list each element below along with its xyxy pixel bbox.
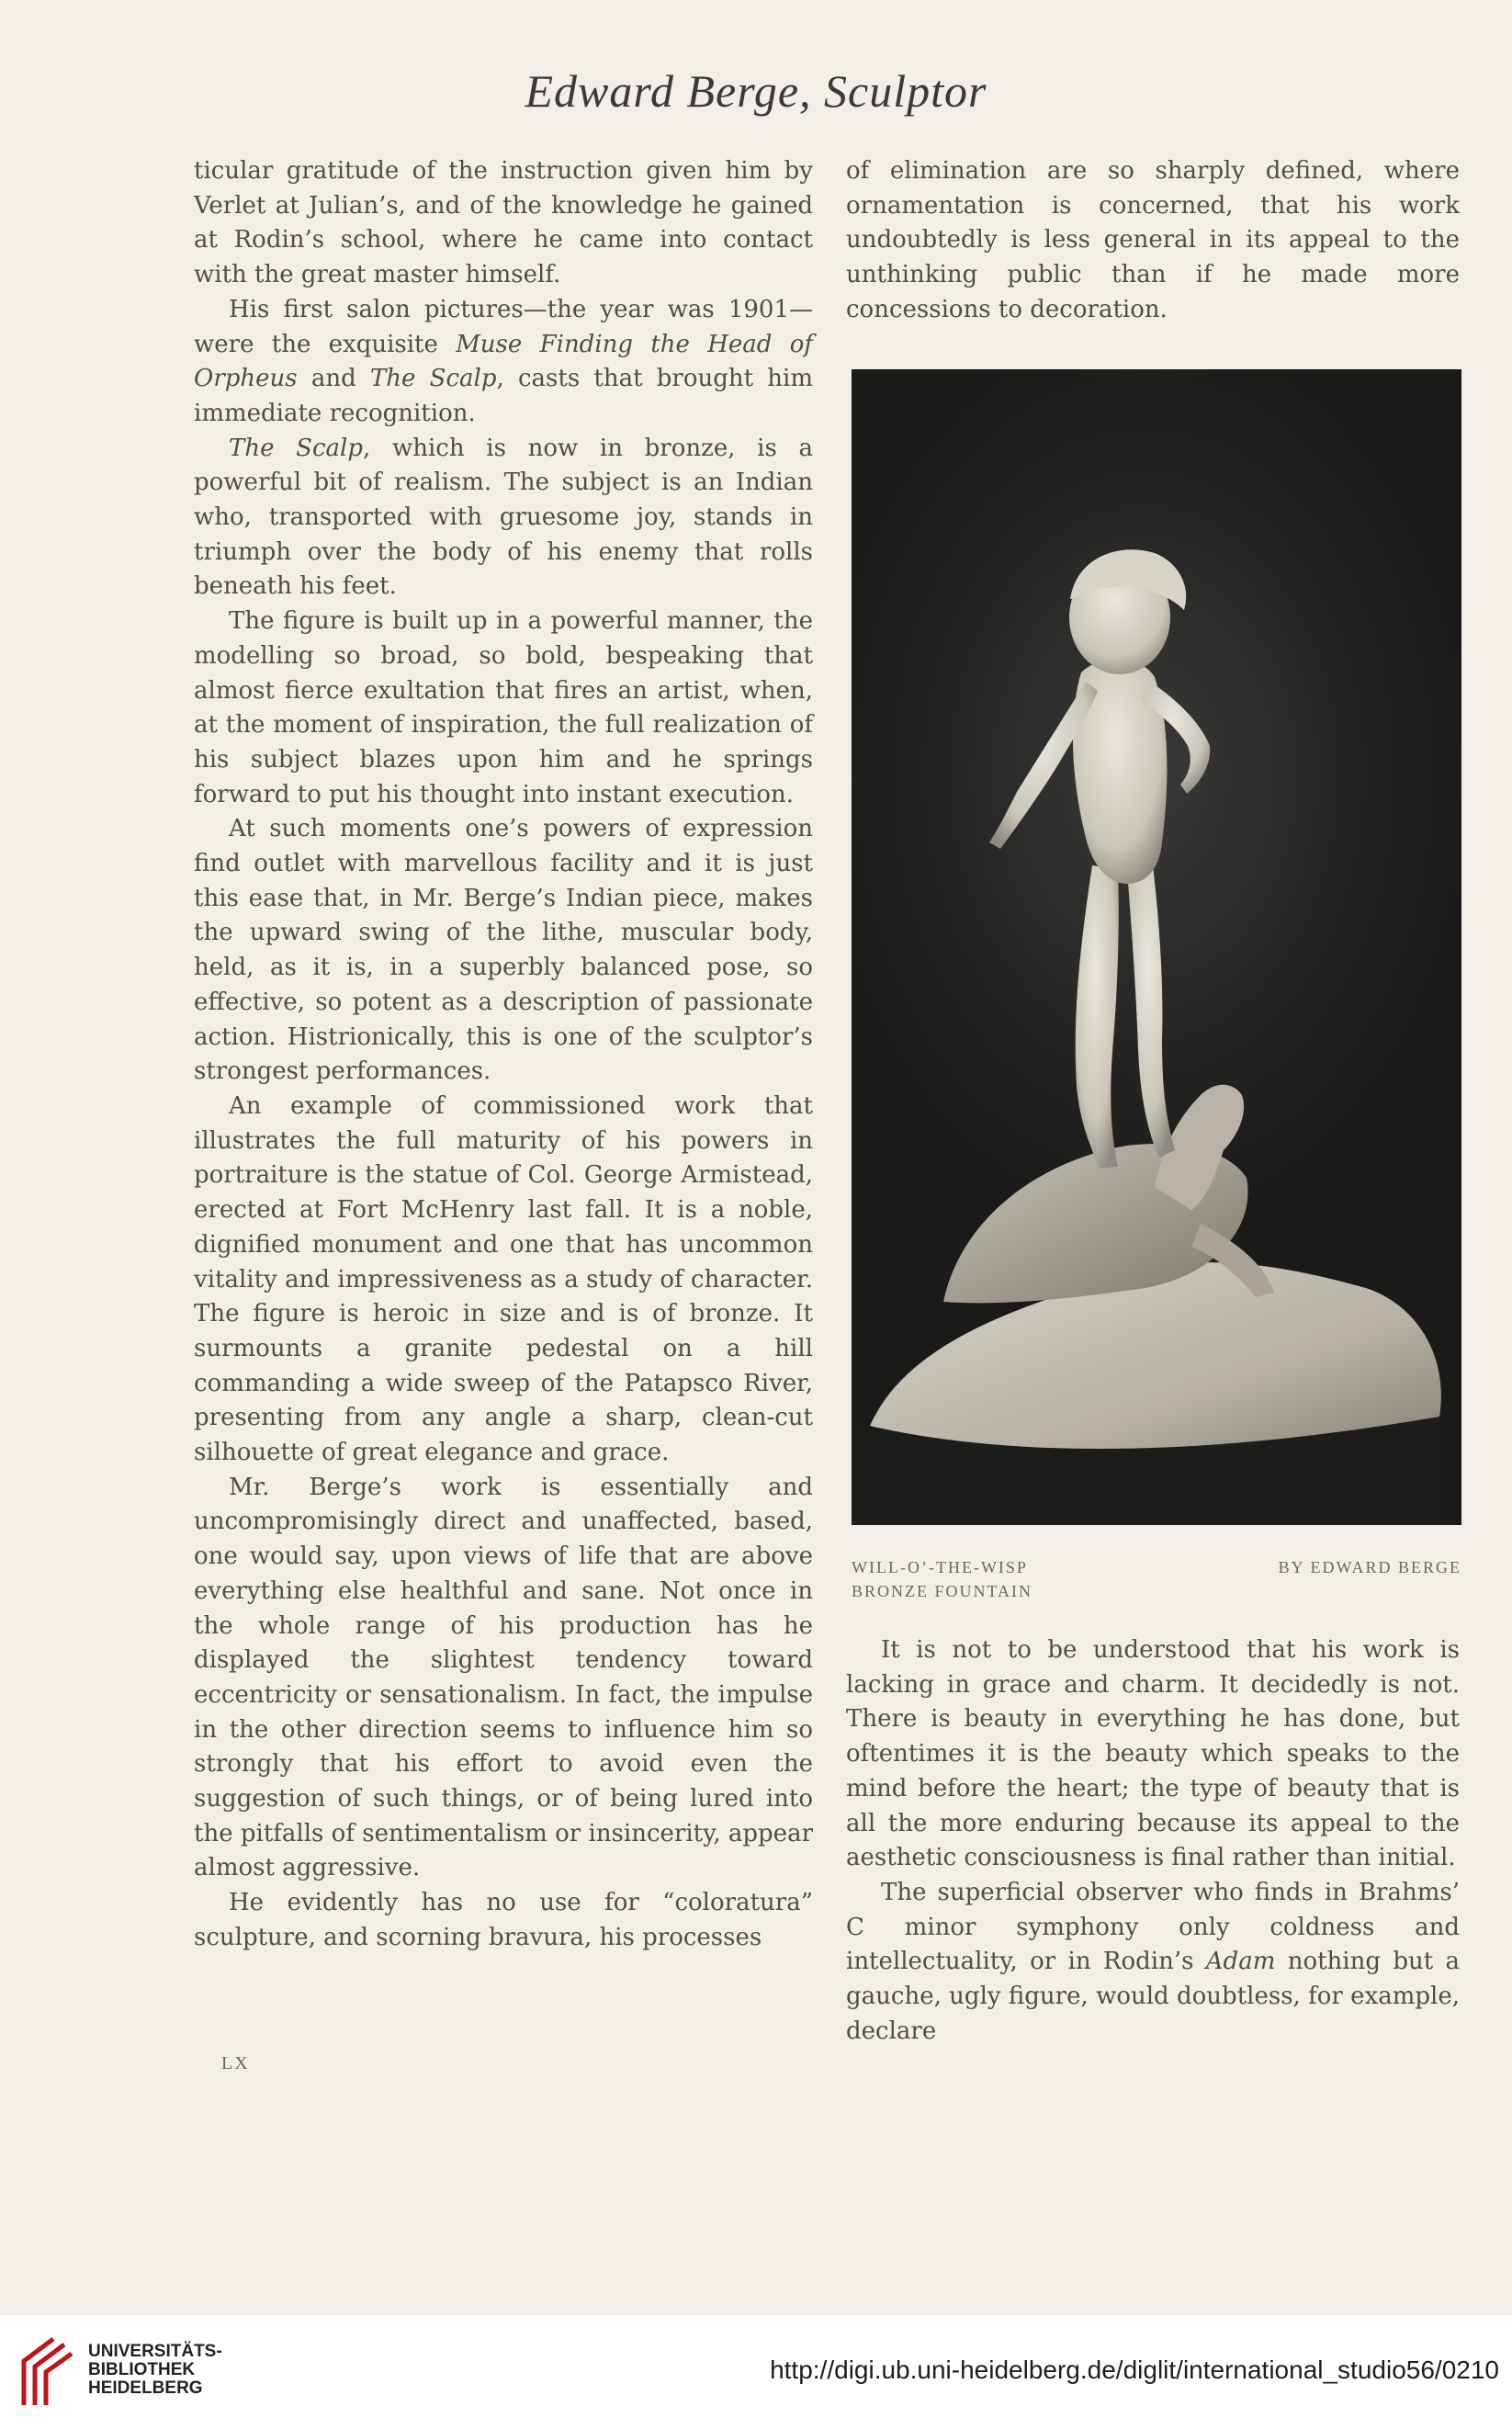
- library-footer: [0, 2315, 1512, 2429]
- source-url-link[interactable]: http://digi.ub.uni-heidelberg.de/diglit/international_studio56/0210: [770, 2356, 1499, 2384]
- library-logo-icon: [17, 2333, 75, 2411]
- paragraph: of elimination are so sharply defined, where ornamentation is concerned, that his work undoubtedly is less general in its appeal to the unthinking public than if he made more concessions to decoration.: [846, 157, 1460, 323]
- paragraph: Mr. Berge’s work is essentially and uncompromisingly direct and unaffected, based, one would say, upon views of life that are above everything else healthful and sane. Not once in the whole range of his production has he displayed the slightest tendency toward eccentricity or sensationalism. In fact, the impulse in the other direction seems to influence him so strongly that his effort to avoid even the suggestion of such things, or of being lured into the pitfalls of sentimentalism or insincerity, appear almost aggressive.: [194, 1473, 813, 1882]
- right-column-bottom: [846, 1633, 1460, 2049]
- paragraph: An example of commissioned work that illustrates the full maturity of his powers in portraiture is the statue of Col. George Armistead, erected at Fort McHenry last fall. It is a noble, dignified monument and one that has uncommon vitality and impressiveness as a study of character. The figure is heroic in size and is of bronze. It surmounts a granite pedestal on a hill commanding a wide sweep of the Patapsco River, presenting from any angle a sharp, clean-cut silhouette of great elegance and grace.: [194, 1091, 813, 1467]
- sculpture-photograph: [852, 369, 1461, 1525]
- library-name: UNIVERSITÄTS- BIBLIOTHEK HEIDELBERG: [88, 2342, 222, 2398]
- paragraph: It is not to be understood that his work is lacking in grace and charm. It decidedly is not. There is beauty in everything he has done, but oftentimes it is the beauty which speaks to the mind before the heart; the type of beauty that is all the more enduring because its appeal to the aesthetic consciousness is final rather than initial.: [846, 1636, 1460, 1872]
- paragraph: His first salon pictures—the year was 1901—were the exquisite Muse Finding the Head of Orpheus and The Scalp, casts that brought him immediate recognition.: [194, 295, 813, 427]
- caption-credit: BY EDWARD BERGE: [1278, 1558, 1461, 1576]
- caption-title: WILL-O’-THE-WISP: [852, 1558, 1028, 1576]
- paragraph: ticular gratitude of the instruction given him by Verlet at Julian’s, and of the knowledge he gained at Rodin’s school, where he came into contact with the great master himself.: [194, 157, 813, 289]
- paragraph: The superficial observer who finds in Brahms’ C minor symphony only coldness and intellectuality, or in Rodin’s Adam nothing but a gauche, ugly figure, would doubtless, for example, declare: [846, 1878, 1460, 2045]
- paragraph: At such moments one’s powers of expression find outlet with marvellous facility and it is just this ease that, in Mr. Berge’s Indian piece, makes the upward swing of the lithe, muscular body, held, as it is, in a superbly balanced pose, so effective, so potent as a description of passionate action. Histrionically, this is one of the sculptor’s strongest performances.: [194, 815, 813, 1086]
- page-number: LX: [221, 2053, 250, 2073]
- caption-subtitle: BRONZE FOUNTAIN: [852, 1582, 1033, 1600]
- right-column-top: [846, 154, 1460, 328]
- paragraph: The Scalp, which is now in bronze, is a powerful bit of realism. The subject is an Indian who, transported with gruesome joy, stands in triumph over the body of his enemy that rolls beneath his feet.: [194, 434, 814, 601]
- artwork-title: Adam: [1205, 1948, 1276, 1976]
- artwork-title: The Scalp: [229, 434, 363, 462]
- paragraph: The figure is built up in a powerful manner, the modelling so broad, so bold, bespeaking that almost fierce exultation that fires an artist, when, at the moment of inspiration, the full realization of his subject blazes upon him and he springs forward to put his thought into instant execution.: [194, 607, 813, 808]
- artwork-title: The Scalp: [369, 365, 497, 393]
- left-column: [194, 154, 813, 1956]
- artwork-title: Muse Finding the Head of Orpheus: [194, 330, 813, 393]
- sculpture-illustration: [852, 369, 1461, 1525]
- paragraph: He evidently has no use for “coloratura” sculpture, and scorning bravura, his processes: [194, 1889, 813, 1951]
- running-title: Edward Berge, Sculptor: [525, 65, 987, 117]
